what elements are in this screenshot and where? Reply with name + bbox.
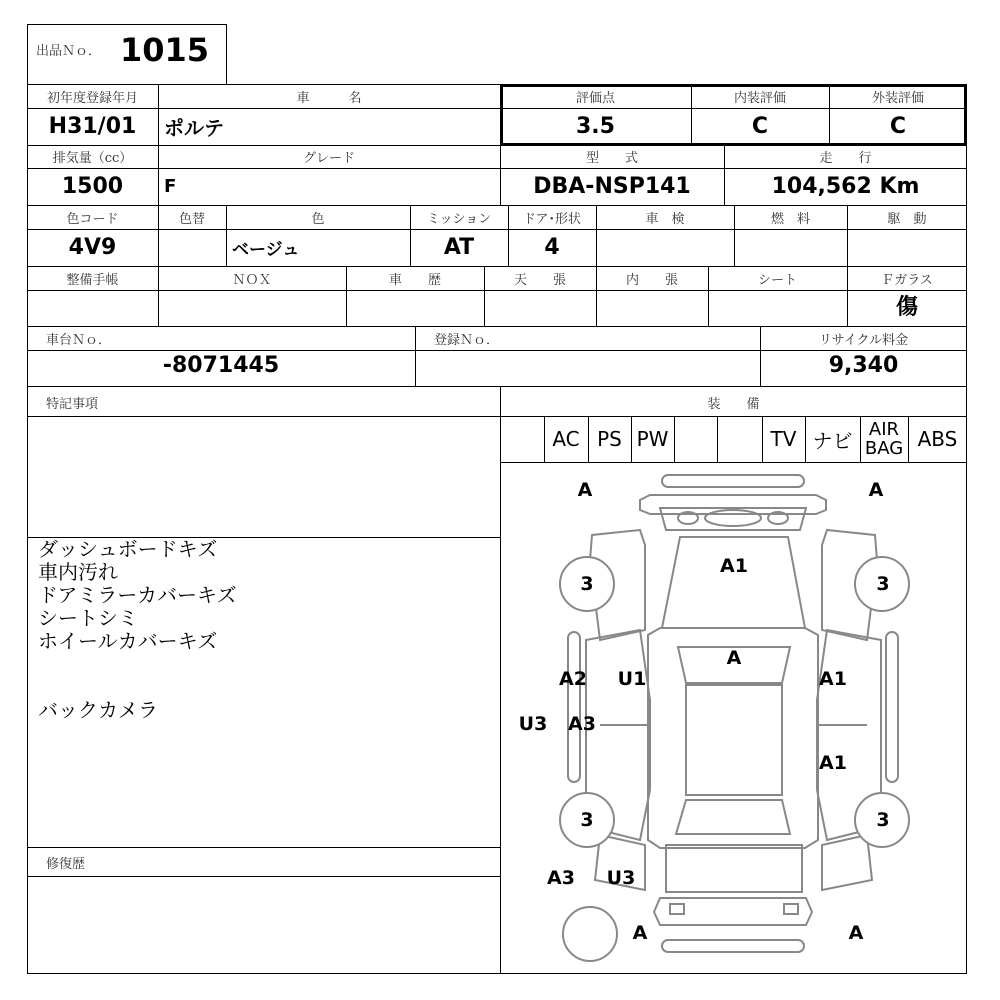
mark-tire-fl: 3 (580, 573, 594, 595)
grade-label: グレード (302, 151, 355, 166)
score-label: 評価点 (575, 90, 615, 106)
reg-label: 登録Ｎｏ． (434, 332, 500, 348)
history-label: 車 歴 (388, 272, 441, 288)
interior-label: 内装評価 (733, 90, 786, 106)
mark-left-a3: A3 (568, 713, 596, 735)
lot-number: 1015 (120, 31, 210, 69)
fuel-value (734, 229, 847, 266)
first-reg-label: 初年度登録年月 (46, 90, 138, 106)
note-line: ドアミラーカバーキズ (38, 583, 237, 607)
mark-left-u1: U1 (617, 668, 647, 690)
chassis-value: -8071445 (162, 352, 280, 378)
fuel-label: 燃 料 (770, 211, 810, 227)
color-change-label: 色替 (178, 211, 205, 227)
reg-value (415, 350, 760, 380)
inspection-value (596, 229, 734, 266)
equip-ps: PS (597, 427, 622, 451)
car-name-value: ポルテ (164, 116, 224, 140)
mark-left-a2: A2 (559, 668, 587, 690)
notes-label: 特記事項 (46, 396, 99, 412)
nox-label: ＮＯＸ (232, 272, 272, 288)
mileage-value: 104,562 Km (771, 174, 920, 199)
lot-label: 出品Ｎｏ． (36, 43, 102, 59)
equip-airbag: AIR BAG (864, 419, 904, 459)
model-label: 型 式 (585, 151, 638, 166)
mark-tire-rr: 3 (876, 809, 890, 831)
mark-front-left: A (577, 479, 593, 501)
mark-right-door-rear: A1 (819, 752, 847, 774)
displacement-label: 排気量（cc） (52, 151, 133, 166)
interior-value: C (751, 114, 769, 139)
color-label: 色 (311, 211, 325, 227)
mark-rear-a3: A3 (547, 867, 575, 889)
recycle-label: リサイクル料金 (818, 332, 909, 348)
mark-rear-right: A (848, 922, 864, 944)
roof-label: 天 張 (513, 272, 566, 288)
equip-tv: TV (770, 427, 797, 451)
recycle-value: 9,340 (828, 352, 899, 378)
mark-tire-rl: 3 (580, 809, 594, 831)
seat-label: シート (757, 272, 797, 288)
mark-windshield: A (726, 647, 742, 669)
equipment-label: 装 備 (707, 396, 760, 412)
exterior-value: C (889, 114, 907, 139)
score-value: 3.5 (576, 114, 615, 139)
equip-abs: ABS (917, 427, 958, 451)
mark-left-u3: U3 (518, 713, 548, 735)
door-value: 4 (544, 235, 560, 260)
color-change-value (158, 229, 226, 266)
drive-value (847, 229, 967, 266)
mark-tire-fr: 3 (876, 573, 890, 595)
mark-rear-left: A (632, 922, 648, 944)
inspection-label: 車 検 (645, 211, 685, 227)
service-label: 整備手帳 (66, 272, 119, 288)
note-line: ダッシュボードキズ (38, 537, 218, 561)
chassis-label: 車台Ｎｏ． (46, 332, 112, 348)
car-name-label: 車 名 (296, 90, 362, 106)
exterior-label: 外装評価 (871, 90, 924, 106)
repair-label: 修復歴 (46, 856, 86, 872)
displacement-value: 1500 (61, 174, 124, 199)
equip-pw: PW (636, 427, 669, 451)
mission-value: AT (443, 235, 475, 260)
color-code-value: 4V9 (68, 235, 117, 260)
color-value: ベージュ (232, 240, 300, 260)
mission-label: ミッション (426, 211, 492, 227)
first-reg-value: H31/01 (48, 114, 137, 139)
mark-front-right: A (868, 479, 884, 501)
interior-trim-label: 内 張 (625, 272, 678, 288)
equip-navi: ナビ (812, 428, 853, 453)
model-value: DBA-NSP141 (533, 174, 691, 199)
color-code-label: 色コード (66, 211, 119, 227)
mark-hood: A1 (720, 555, 748, 577)
note-extra: バックカメラ (38, 698, 158, 722)
door-label: ドア･形状 (522, 211, 582, 227)
grade-value: F (164, 176, 177, 197)
mark-rear-u3: U3 (606, 867, 636, 889)
fglass-label: Ｆガラス (881, 272, 933, 288)
note-line: ホイールカバーキズ (38, 629, 218, 653)
note-line: シートシミ (38, 606, 138, 630)
drive-label: 駆 動 (887, 211, 927, 227)
equip-ac: AC (552, 427, 580, 451)
mark-right-door-front: A1 (819, 668, 847, 690)
note-line: 車内汚れ (38, 560, 118, 584)
mileage-label: 走 行 (819, 151, 872, 166)
fglass-value: 傷 (895, 293, 918, 320)
